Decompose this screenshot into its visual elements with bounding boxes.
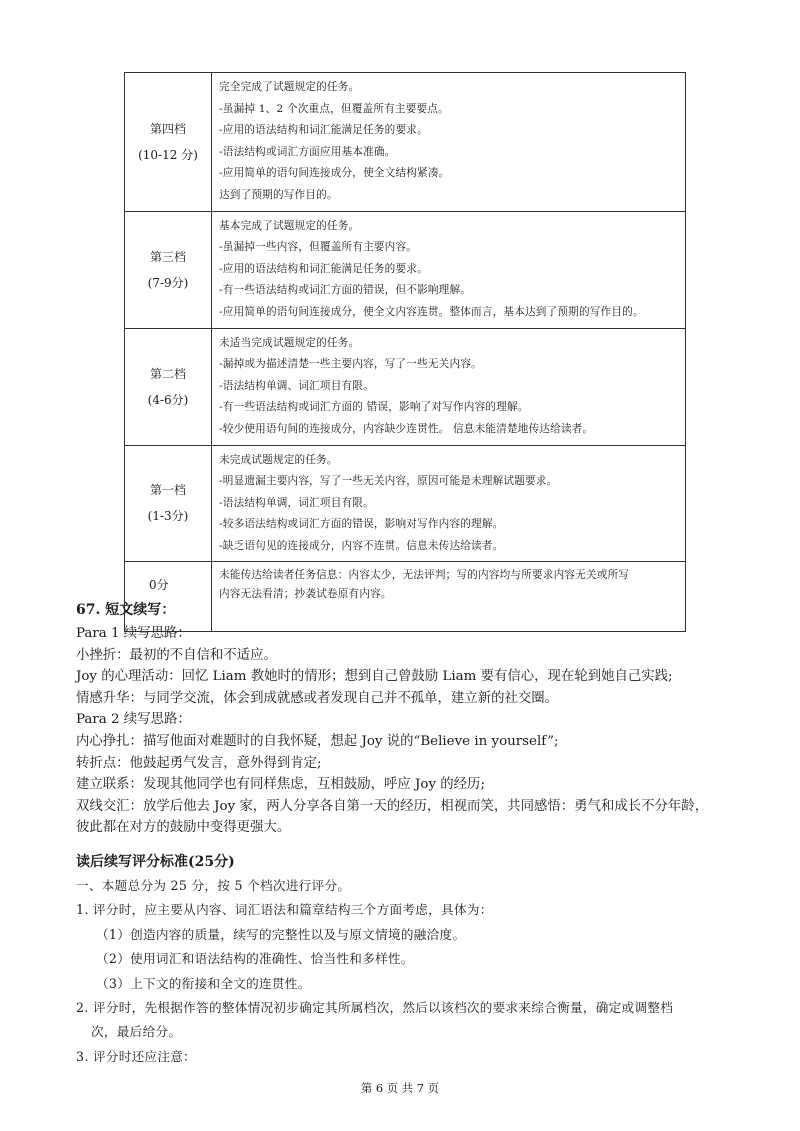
- rubric-row: [125, 445, 686, 562]
- rubric-level-name: 第一档: [149, 483, 186, 498]
- rubric-description-cell: [212, 211, 686, 328]
- rubric-description-line: 达到了预期的写作目的。: [219, 188, 338, 201]
- scoring-heading: 读后续写评分标准(25分): [76, 854, 235, 870]
- continuation-section: [76, 600, 736, 839]
- rubric-description-line: -明显遗漏主要内容，写了一些无关内容，原因可能是未理解试题要求。: [219, 475, 558, 488]
- rubric-description-line: -虽漏掉一些内容，但覆盖所有主要内容。: [219, 241, 418, 254]
- rubric-description-line: -语法结构单调，词汇项目有限。: [219, 496, 374, 509]
- rubric-level-name: 0分: [149, 578, 169, 593]
- rubric-level-range: (1-3分): [147, 509, 189, 524]
- para1-setback: 小挫折：最初的不自信和不适应。: [76, 647, 277, 663]
- rubric-level-name: 第四档: [149, 121, 186, 136]
- para2-connection: 建立联系：发现其他同学也有同样焦虑，互相鼓励，呼应 Joy 的经历;: [76, 777, 485, 793]
- scoring-sub-2: （2）使用词汇和语法结构的准确性、恰当性和多样性。: [96, 951, 414, 967]
- rubric-row: [125, 73, 686, 212]
- scoring-total: 一、本题总分为 25 分，按 5 个档次进行评分。: [76, 878, 351, 893]
- rubric-description-line: -应用的语法结构和词汇能满足任务的要求。: [219, 124, 428, 137]
- rubric-level-cell: [125, 211, 212, 328]
- rubric-description-line: -有一些语法结构或词汇方面的 错误，影响了对写作内容的理解。: [219, 401, 529, 414]
- page-number: 第 6 页 共 7 页: [360, 1081, 440, 1095]
- scoring-item-2-cont: 次，最后给分。: [91, 1024, 182, 1040]
- para2-turning: 转折点：他鼓起勇气发言，意外得到肯定;: [76, 755, 322, 771]
- rubric-description-line: -有一些语法结构或词汇方面的错误，但不影响理解。: [219, 284, 472, 297]
- rubric-level-cell: [125, 445, 212, 562]
- para1-mental: Joy 的心理活动：回忆 Liam 教她时的情形；想到自己曾鼓励 Liam 要有信心，现在轮到她自己实践;: [76, 669, 673, 685]
- rubric-description-line: -虽漏掉 1、2 个次重点，但覆盖所有主要要点。: [219, 102, 449, 115]
- rubric-description-line: 未适当完成试题规定的任务。: [219, 336, 360, 349]
- rubric-description-line: -语法结构或词汇方面应用基本准确。: [219, 145, 396, 158]
- rubric-description-line: -应用简单的语句间连接成分，使全文结构紧凑。: [219, 167, 450, 180]
- scoring-section: [76, 850, 746, 1069]
- scoring-sub-1: （1）创造内容的质量，续写的完整性以及与原文情境的融洽度。: [96, 926, 466, 942]
- rubric-level-cell: [125, 73, 212, 212]
- rubric-table: [124, 72, 686, 632]
- rubric-description-line: -较多语法结构或词汇方面的错误，影响对写作内容的理解。: [219, 518, 504, 531]
- scoring-item-2: 2. 评分时，先根据作答的整体情况初步确定其所属档次，然后以该档次的要求来综合衡量，确定或调整档: [76, 1000, 674, 1016]
- rubric-level-range: (7-9分): [147, 275, 189, 290]
- rubric-level-range: (4-6分): [147, 392, 189, 407]
- para2-struggle: 内心挣扎：描写他面对难题时的自我怀疑，想起 Joy 说的“Believe in yourself”;: [76, 733, 559, 749]
- rubric-description-line: 内容无法看清；抄袭试卷原有内容。: [219, 588, 392, 601]
- rubric-row: [125, 211, 686, 328]
- rubric-description-line: -较少使用语句间的连接成分，内容缺少连贯性。 信息未能清楚地传达给读者。: [219, 422, 594, 435]
- rubric-description-line: 未完成试题规定的任务。: [219, 453, 338, 466]
- para1-emotion: 情感升华：与同学交流，体会到成就感或者发现自己并不孤单，建立新的社交圈。: [76, 690, 559, 706]
- rubric-level-cell: [125, 328, 212, 445]
- rubric-description-line: -应用简单的语句间连接成分，使全文内容连贯。整体而言，基本达到了预期的写作目的。: [219, 305, 644, 318]
- scoring-item-3: 3. 评分时还应注意：: [76, 1048, 197, 1064]
- continuation-heading: 67. 短文续写：: [76, 602, 176, 618]
- para2-convergence-cont: 彼此都在对方的鼓励中变得更强大。: [76, 820, 291, 836]
- rubric-row: [125, 328, 686, 445]
- rubric-description-line: -漏掉或为描述清楚一些主要内容，写了一些无关内容。: [219, 358, 482, 371]
- para2-title: Para 2 续写思路：: [76, 712, 191, 728]
- rubric-level-name: 第二档: [149, 366, 186, 381]
- rubric-description-line: -语法结构单调、词汇项目有限。: [219, 379, 374, 392]
- rubric-description-cell: [212, 445, 686, 562]
- rubric-level-name: 第三档: [149, 249, 186, 264]
- rubric-description-cell: [212, 73, 686, 212]
- rubric-description-line: 完全完成了试题规定的任务。: [219, 81, 360, 93]
- scoring-item-1: 1. 评分时，应主要从内容、词汇语法和篇章结构三个方面考虑，具体为：: [76, 902, 493, 918]
- rubric-description-line: 基本完成了试题规定的任务。: [219, 219, 360, 232]
- rubric-description-cell: [212, 328, 686, 445]
- rubric-description-line: -缺乏语句见的连接成分，内容不连贯。信息未传达给读者。: [219, 539, 504, 552]
- rubric-level-range: (10-12 分): [138, 147, 198, 162]
- scoring-sub-3: （3）上下文的衔接和全文的连贯性。: [96, 975, 311, 991]
- rubric-description-line: 未能传达给读者任务信息：内容太少，无法评判；写的内容均与所要求内容无关或所写: [219, 569, 630, 582]
- rubric-description-line: -应用的语法结构和词汇能满足任务的要求。: [219, 262, 428, 275]
- para2-convergence: 双线交汇：放学后他去 Joy 家，两人分享各自第一天的经历，相视而笑，共同感悟：勇气和成长不分年龄，: [76, 798, 709, 814]
- para1-title: Para 1 续写思路：: [76, 626, 191, 641]
